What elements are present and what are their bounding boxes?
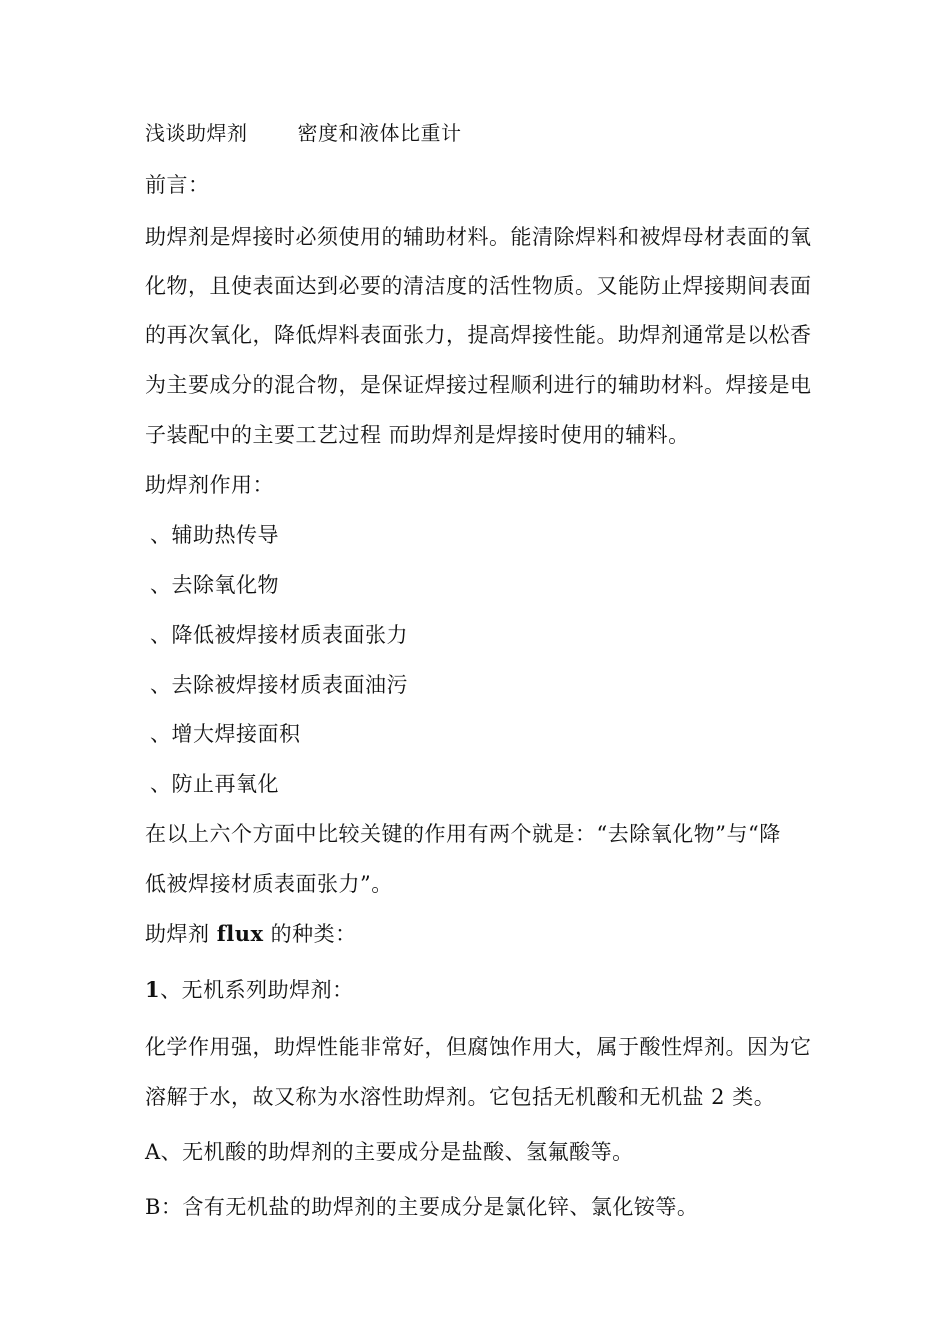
title-part-2: 密度和液体比重计 (297, 121, 462, 145)
functions-heading: 助焊剂作用： (145, 473, 274, 497)
item-a: A、无机酸的助焊剂的主要成分是盐酸、氢氟酸等。 (145, 1140, 634, 1164)
intro-line: 助焊剂是焊接时必须使用的辅助材料。能清除焊料和被焊母材表面的氧 (145, 225, 812, 249)
types-heading-prefix: 助焊剂 (145, 922, 217, 946)
types-heading (145, 919, 357, 949)
intro-line: 子装配中的主要工艺过程 而助焊剂是焊接时使用的辅料。 (145, 423, 690, 447)
preface-heading: 前言： (145, 173, 210, 197)
section-1-line: 溶解于水，故又称为水溶性助焊剂。它包括无机酸和无机盐 2 类。 (145, 1085, 776, 1109)
document-title (145, 118, 462, 148)
intro-line: 的再次氧化，降低焊料表面张力，提高焊接性能。助焊剂通常是以松香 (145, 323, 812, 347)
types-heading-flux: flux (216, 921, 264, 946)
function-item: 、去除被焊接材质表面油污 (150, 673, 408, 697)
key-functions-line: 低被焊接材质表面张力”。 (145, 872, 393, 896)
section-1-heading (145, 975, 354, 1005)
function-item: 、增大焊接面积 (150, 722, 301, 746)
section-1-number: 1 (145, 977, 161, 1002)
intro-line: 化物，且使表面达到必要的清洁度的活性物质。又能防止焊接期间表面 (145, 274, 812, 298)
section-1-title: 、无机系列助焊剂： (160, 978, 354, 1002)
section-1-line: 化学作用强，助焊性能非常好，但腐蚀作用大，属于酸性焊剂。因为它 (145, 1035, 812, 1059)
item-b: B：含有无机盐的助焊剂的主要成分是氯化锌、氯化铵等。 (145, 1195, 699, 1219)
intro-line: 为主要成分的混合物，是保证焊接过程顺利进行的辅助材料。焊接是电 (145, 373, 812, 397)
function-item: 、去除氧化物 (150, 573, 279, 597)
function-item: 、辅助热传导 (150, 523, 279, 547)
types-heading-suffix: 的种类： (263, 922, 357, 946)
function-item: 、降低被焊接材质表面张力 (150, 623, 408, 647)
key-functions-line: 在以上六个方面中比较关键的作用有两个就是：“去除氧化物”与“降 (145, 822, 781, 846)
title-part-1: 浅谈助焊剂 (145, 121, 248, 145)
function-item: 、防止再氧化 (150, 772, 279, 796)
